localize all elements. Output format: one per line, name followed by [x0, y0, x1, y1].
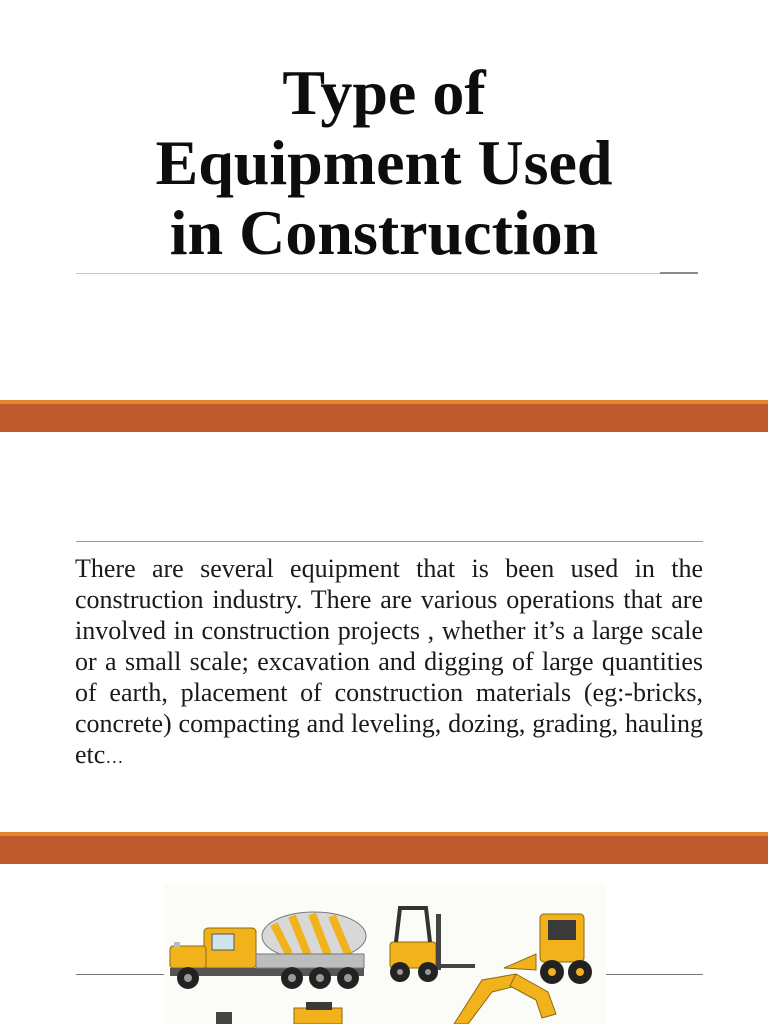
- excavator-icon: [454, 974, 556, 1024]
- cement-mixer-truck-icon: [170, 912, 366, 989]
- illustration-divider-left: [76, 974, 164, 975]
- title-line-2: Equipment Used: [155, 127, 613, 198]
- title-line-3: in Construction: [169, 197, 599, 268]
- slide-separator-band: [0, 400, 768, 432]
- forklift-icon: [390, 908, 475, 982]
- equipment-illustration: [164, 884, 606, 1024]
- skid-steer-loader-icon: [504, 914, 592, 984]
- paragraph-divider: [76, 541, 703, 542]
- body-paragraph-text: There are several equipment that is been used in the construction industry. There are various operations that are involved in construction projects , whether it’s a large scale or a small scale; excavation and digging of large quantities of earth, placement of construction materials (eg:-bricks, concrete) compacting and leveling, dozing, grading, hauling etc: [75, 554, 703, 769]
- body-paragraph: [75, 553, 703, 773]
- title-divider: [76, 273, 698, 274]
- slide-separator-band: [0, 832, 768, 864]
- bulldozer-icon: [216, 1002, 342, 1024]
- title-line-1: Type of: [282, 57, 486, 128]
- body-paragraph-ellipsis: …: [105, 747, 125, 767]
- title-divider-accent: [660, 272, 698, 274]
- page-title: [0, 58, 768, 268]
- illustration-divider-right: [606, 974, 703, 975]
